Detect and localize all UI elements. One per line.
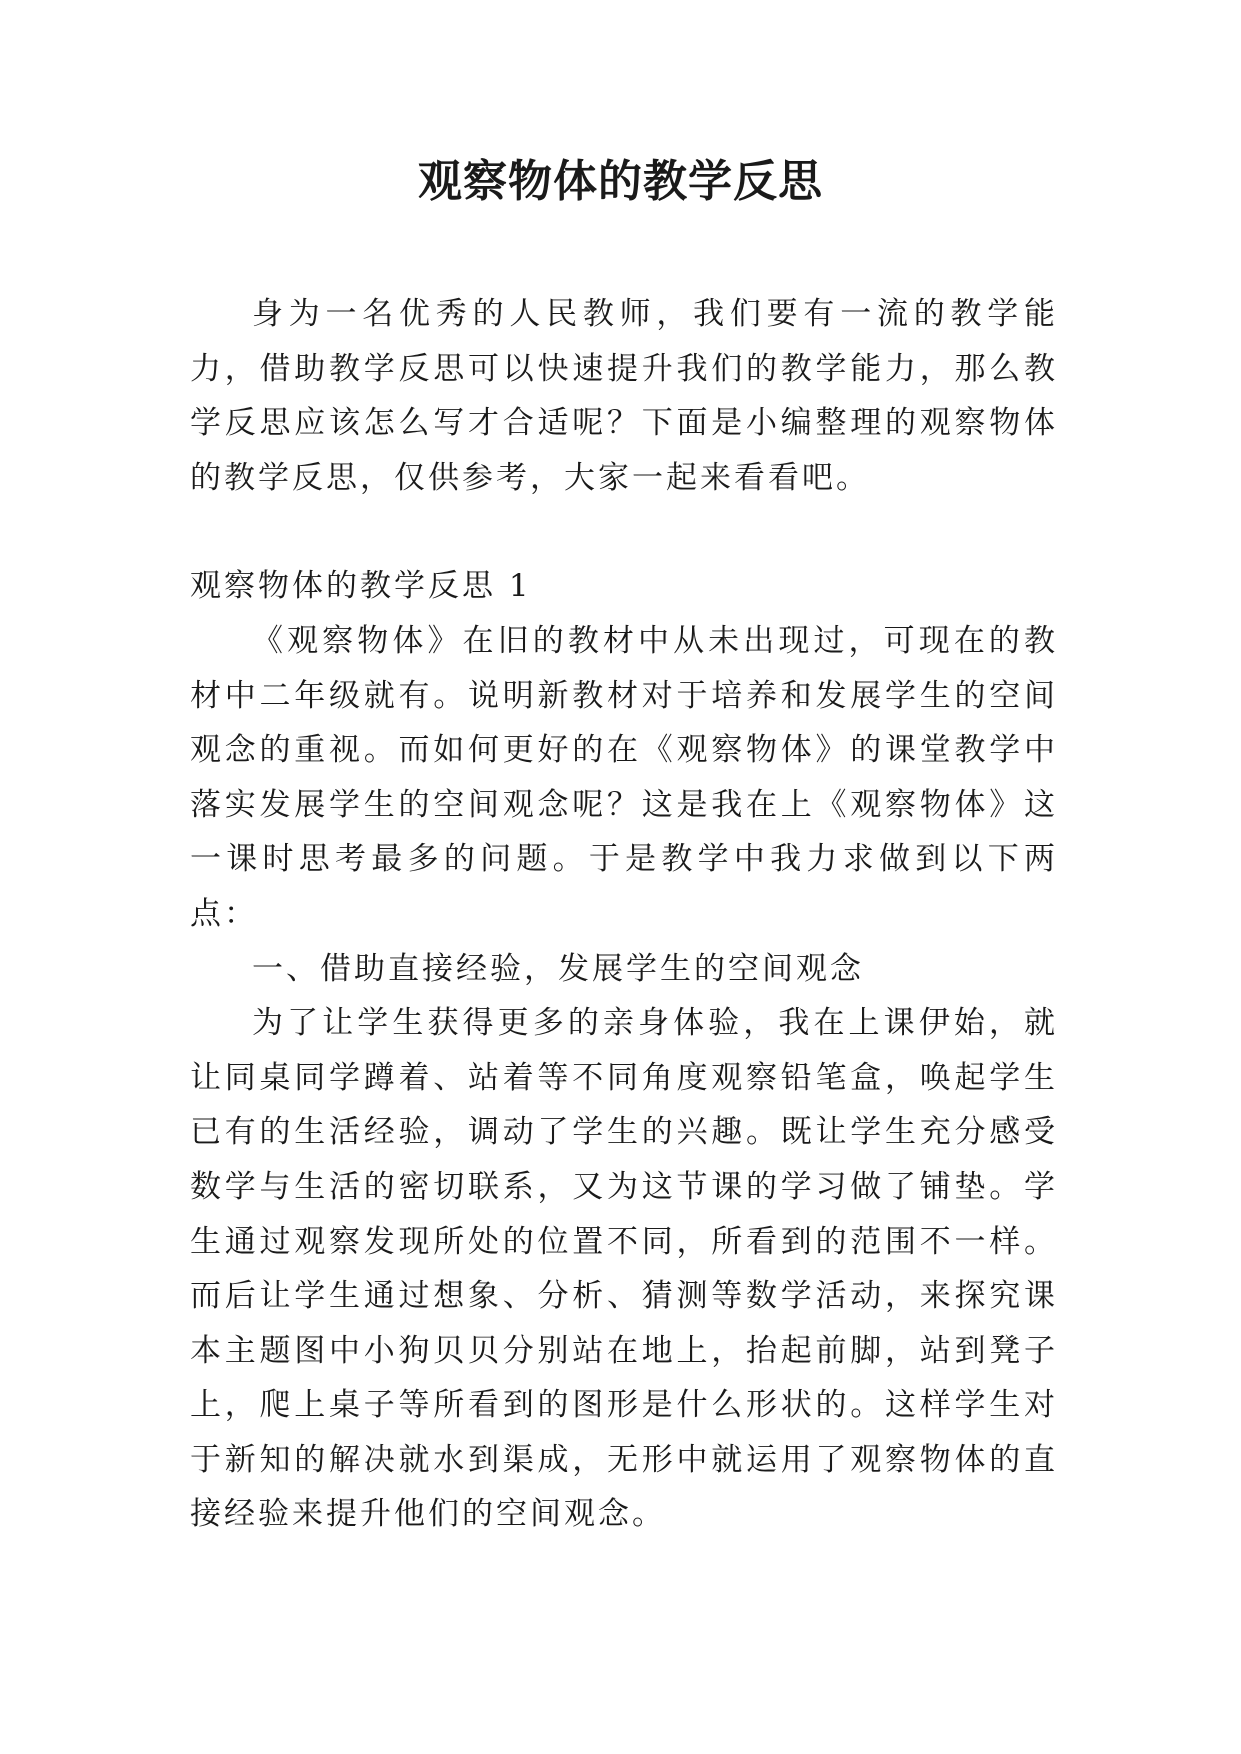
document-title: 观察物体的教学反思 <box>418 156 823 207</box>
body-paragraph: 《观察物体》在旧的教材中从未出现过，可现在的教材中二年级就有。说明新教材对于培养和发展学生的空间观念的重视。而如何更好的在《观察物体》的课堂教学中落实发展学生的空间观念呢？这是我在上《观察物体》这一课时思考最多的问题。于是教学中我力求做到以下两点： <box>190 622 1058 932</box>
subheading-paragraph: 一、借助直接经验，发展学生的空间观念 <box>252 950 864 987</box>
intro-paragraph: 身为一名优秀的人民教师，我们要有一流的教学能力，借助教学反思可以快速提升我们的教学能力，那么教学反思应该怎么写才合适呢？下面是小编整理的观察物体的教学反思，仅供参考，大家一起来看看吧。 <box>190 296 1058 496</box>
document-body <box>190 287 1058 1542</box>
body-paragraph: 为了让学生获得更多的亲身体验，我在上课伊始，就让同桌同学蹲着、站着等不同角度观察铅笔盒，唤起学生已有的生活经验，调动了学生的兴趣。既让学生充分感受数学与生活的密切联系，又为这节课的学习做了铺垫。学生通过观察发现所处的位置不同，所看到的范围不一样。而后让学生通过想象、分析、猜测等数学活动，来探究课本主题图中小狗贝贝分别站在地上，抬起前脚，站到凳子上，爬上桌子等所看到的图形是什么形状的。这样学生对于新知的解决就水到渠成，无形中就运用了观察物体的直接经验来提升他们的空间观念。 <box>190 1005 1058 1533</box>
section-heading: 观察物体的教学反思 1 <box>190 568 532 605</box>
